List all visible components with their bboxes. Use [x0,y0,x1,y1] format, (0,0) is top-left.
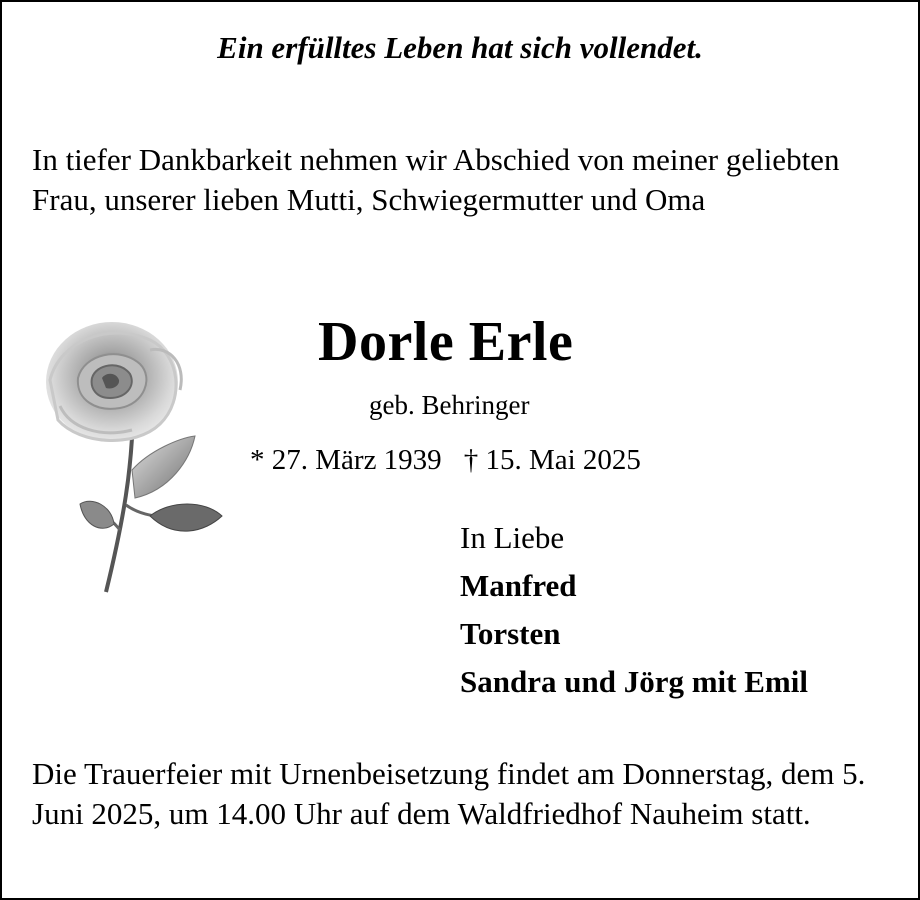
mourner-name: Manfred [460,568,577,603]
intro-text: In tiefer Dankbarkeit nehmen wir Abschied von meiner geliebten Frau, unserer lieben Mutti, Schwiegermutter und Oma [32,142,840,217]
mourners-block [460,514,808,706]
life-dates [250,444,641,477]
birth-date: * 27. März 1939 [250,444,442,476]
rose-icon [40,320,230,595]
death-date: † 15. Mai 2025 [463,444,641,476]
maiden-name: geb. Behringer [369,390,530,420]
mourner-name: Torsten [460,616,561,651]
service-info: Die Trauerfeier mit Urnenbeisetzung findet am Donnerstag, dem 5. Juni 2025, um 14.00 Uhr auf dem Waldfriedhof Nauheim statt. [32,756,866,831]
deceased-name: Dorle Erle [318,311,574,373]
mourners-lead: In Liebe [460,520,565,555]
motto-heading: Ein erfülltes Leben hat sich vollendet. [217,30,703,65]
mourner-name: Sandra und Jörg mit Emil [460,664,808,699]
